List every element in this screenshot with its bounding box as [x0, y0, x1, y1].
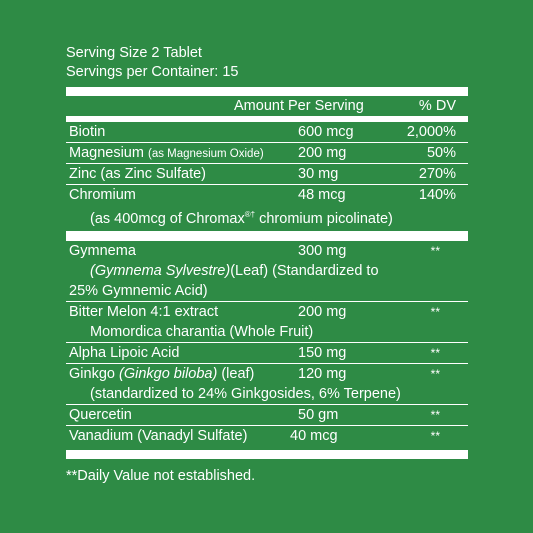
section-divider-bar [66, 231, 468, 241]
ingredient-row-alpha-lipoic: Alpha Lipoic Acid 150 mg ** [69, 345, 440, 361]
chromium-note: (as 400mcg of Chromax®† chromium picolinate) [90, 210, 393, 227]
nutrient-row-magnesium: Magnesium (as Magnesium Oxide) 200 mg 50% [69, 145, 456, 161]
ingredient-row-bitter-melon: Bitter Melon 4:1 extract 200 mg ** [69, 304, 440, 320]
servings-per-container: Servings per Container: 15 [66, 64, 239, 80]
serving-size: Serving Size 2 Tablet [66, 45, 202, 61]
column-header [66, 96, 468, 116]
bottom-divider-bar [66, 450, 468, 459]
footnote: **Daily Value not established. [66, 468, 256, 484]
top-divider-bar [66, 87, 468, 96]
ingredient-row-quercetin: Quercetin 50 gm ** [69, 407, 440, 423]
nutrient-row-zinc: Zinc (as Zinc Sulfate) 30 mg 270% [69, 166, 456, 182]
supplement-facts-panel: Serving Size 2 Tablet Servings per Container: 15 Amount Per Serving % DV Biotin 600 mcg 2,000% Magnesium (as Magnesium Oxide) 200 mg 50% Zinc (as Zinc Sulfate) 30 mg 270% Chromium 48 mcg 140% (as 400mcg of Chromax®† chromium picolinate) Gymnema 300 mg ** (Gymnema Sylvestre)(Leaf) (Standardized to 25% Gymnemic Acid) Bitter Melon 4:1 extract 200 mg ** Momordica charantia (Whole Fruit) Alpha Lipoic Acid 150 mg ** Ginkgo (Ginkgo biloba) (leaf) 120 mg ** (standardized to 24% Ginkgosides, 6% Terpene) Quercetin 50 gm ** Vanadium (Vanadyl Sulfate) 40 mcg ** [66, 44, 468, 459]
nutrient-row-chromium: Chromium 48 mcg 140% [69, 187, 456, 203]
nutrient-row-biotin: Biotin 600 mcg 2,000% [69, 124, 456, 140]
ingredient-row-gymnema: Gymnema 300 mg ** [69, 243, 440, 259]
ingredient-row-vanadium: Vanadium (Vanadyl Sulfate) 40 mcg ** [69, 428, 440, 444]
amount-per-serving-header: Amount Per Serving [234, 98, 364, 114]
dv-header: % DV [418, 98, 456, 114]
ingredient-row-ginkgo: Ginkgo (Ginkgo biloba) (leaf) 120 mg ** [69, 366, 440, 382]
